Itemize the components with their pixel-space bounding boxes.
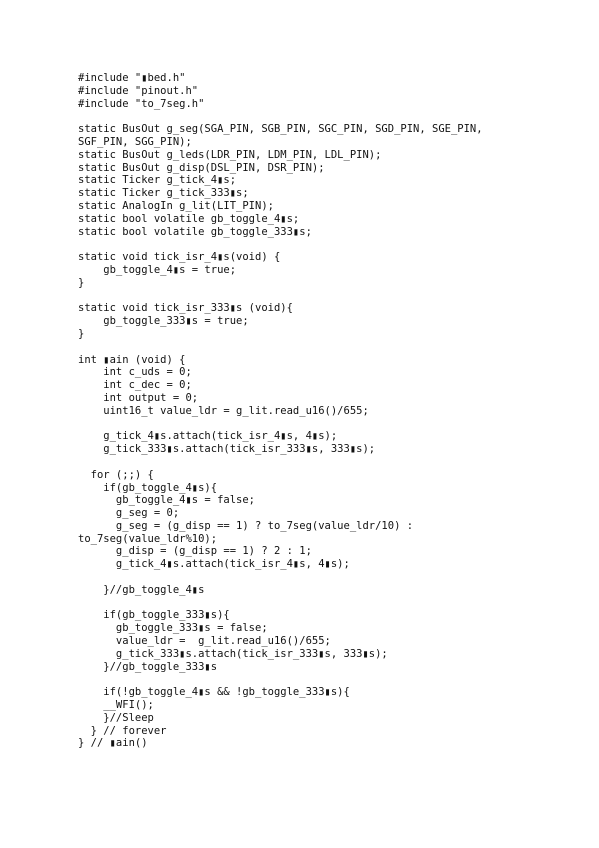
code-line: g_seg = 0; [78, 507, 180, 520]
code-line: #include "▮bed.h" [78, 72, 186, 84]
code-line: g_seg = (g_disp == 1) ? to_7seg(value_ldr/10) : [78, 519, 414, 532]
code-line: uint16_t value_ldr = g_lit.read_u16()/655; [78, 404, 369, 417]
code-line: static Ticker g_tick_333▮s; [78, 187, 249, 200]
blank-line [78, 110, 483, 123]
code-line: SGF_PIN, SGG_PIN); [78, 135, 192, 148]
code-line: static bool volatile gb_toggle_333▮s; [78, 225, 312, 238]
code-line: static void tick_isr_4▮s(void) { [78, 251, 281, 264]
code-line: int ▮ain (void) { [78, 353, 186, 366]
code-line: g_tick_333▮s.attach(tick_isr_333▮s, 333▮s); [78, 647, 388, 660]
code-line: gb_toggle_4▮s = true; [78, 263, 237, 276]
code-line: #include "to_7seg.h" [78, 97, 205, 110]
code-line: static BusOut g_leds(LDR_PIN, LDM_PIN, LDL_PIN); [78, 148, 382, 161]
code-listing [78, 72, 483, 750]
code-line: g_disp = (g_disp == 1) ? 2 : 1; [78, 545, 312, 558]
blank-line [78, 238, 483, 251]
code-line: if(!gb_toggle_4▮s && !gb_toggle_333▮s){ [78, 686, 350, 699]
code-line: }//gb_toggle_4▮s [78, 583, 205, 596]
blank-line [78, 290, 483, 303]
code-line: #include "pinout.h" [78, 84, 199, 97]
code-line: __WFI(); [78, 699, 154, 712]
code-line: g_tick_4▮s.attach(tick_isr_4▮s, 4▮s); [78, 430, 338, 443]
blank-line [78, 341, 483, 354]
code-line: gb_toggle_333▮s = true; [78, 315, 249, 328]
code-line: gb_toggle_4▮s = false; [78, 494, 256, 507]
code-line: static void tick_isr_333▮s (void){ [78, 302, 293, 315]
code-line: static BusOut g_disp(DSL_PIN, DSR_PIN); [78, 161, 325, 174]
code-line: static BusOut g_seg(SGA_PIN, SGB_PIN, SGC_PIN, SGD_PIN, SGE_PIN, [78, 123, 483, 136]
code-line: }//gb_toggle_333▮s [78, 660, 218, 673]
code-line: for (;;) { [78, 468, 154, 481]
blank-line [78, 597, 483, 610]
code-line: } // ▮ain() [78, 737, 148, 750]
code-line: static Ticker g_tick_4▮s; [78, 174, 237, 187]
code-line: int output = 0; [78, 391, 199, 404]
code-line: static AnalogIn g_lit(LIT_PIN); [78, 199, 274, 212]
code-line: } // forever [78, 724, 167, 737]
code-line: gb_toggle_333▮s = false; [78, 622, 268, 635]
blank-line [78, 418, 483, 431]
code-line: }//Sleep [78, 711, 154, 724]
blank-line [78, 456, 483, 469]
code-line: to_7seg(value_ldr%10); [78, 532, 218, 545]
code-line: value_ldr = g_lit.read_u16()/655; [78, 635, 331, 648]
code-line: if(gb_toggle_333▮s){ [78, 609, 230, 622]
code-line: } [78, 276, 85, 289]
code-line: } [78, 327, 85, 340]
blank-line [78, 571, 483, 584]
code-line: int c_uds = 0; [78, 366, 192, 379]
code-line: g_tick_333▮s.attach(tick_isr_333▮s, 333▮s); [78, 443, 376, 456]
code-line: if(gb_toggle_4▮s){ [78, 481, 218, 494]
code-line: g_tick_4▮s.attach(tick_isr_4▮s, 4▮s); [78, 558, 350, 571]
code-line: int c_dec = 0; [78, 379, 192, 392]
code-line: static bool volatile gb_toggle_4▮s; [78, 212, 300, 225]
blank-line [78, 673, 483, 686]
